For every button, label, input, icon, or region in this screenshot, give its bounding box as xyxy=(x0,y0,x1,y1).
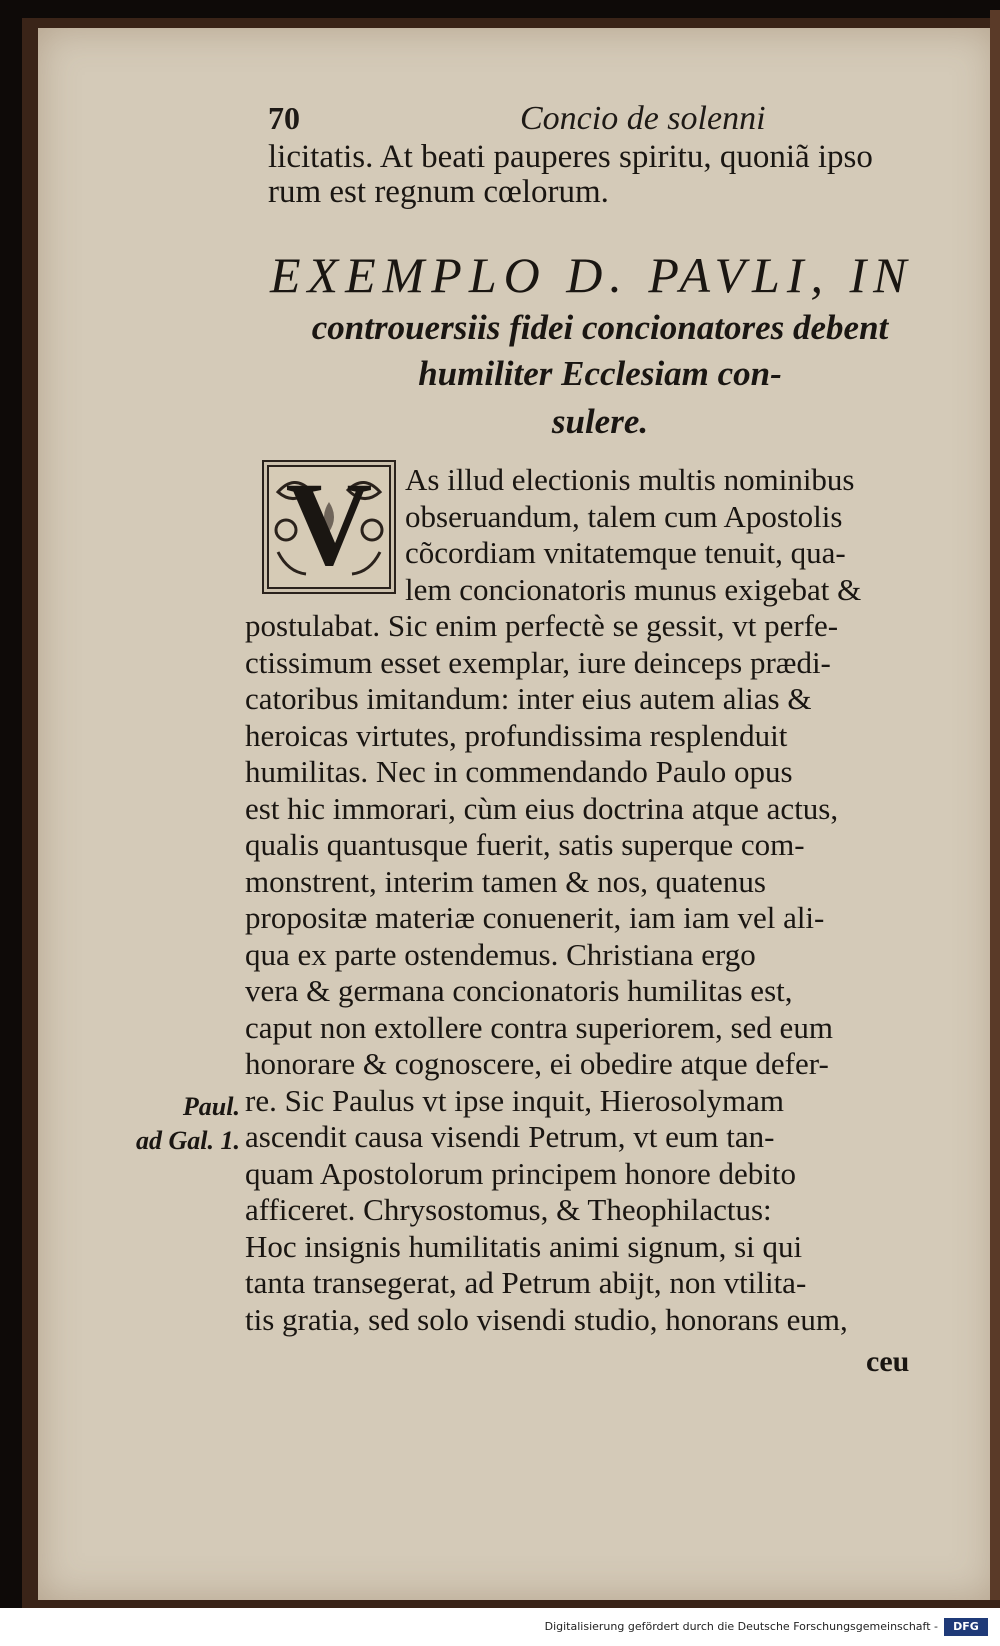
footer-credit: Digitalisierung gefördert durch die Deutsche Forschungsgemeinschaft - xyxy=(544,1620,938,1633)
intro-text xyxy=(268,140,968,210)
text-line: Hoc insignis humilitatis animi signum, si qui xyxy=(245,1228,803,1264)
text-line: cõcordiam vnitatemque tenuit, qua- xyxy=(405,535,846,570)
text-line: humilitas. Nec in commendando Paulo opus xyxy=(245,754,793,789)
heading-line: humiliter Ecclesiam con- xyxy=(418,354,782,393)
text-line: ctissimum esset exemplar, iure deinceps prædi- xyxy=(245,644,831,680)
text-line: caput non extollere contra superiorem, sed eum xyxy=(245,1009,833,1045)
heading-caps-line: EXEMPLO D. PAVLI, IN xyxy=(270,247,914,303)
page-right-edge xyxy=(990,10,1000,1600)
marginal-note xyxy=(100,1090,240,1158)
text-line: lem concionatoris munus exigebat & xyxy=(405,571,862,607)
text-line: afficeret. Chrysostomus, & Theophilactus: xyxy=(245,1192,772,1227)
body-text xyxy=(245,608,965,1338)
heading-line: controuersiis fidei concionatores debent xyxy=(311,308,889,347)
text-line: postulabat. Sic enim perfectè se gessit, vt perfe- xyxy=(245,608,839,643)
catchword: ceu xyxy=(866,1345,910,1378)
running-head: Concio de solenni xyxy=(520,100,766,137)
text-line: vera & germana concionatoris humilitas est, xyxy=(245,973,793,1008)
section-heading xyxy=(240,245,960,447)
text-line: qua ex parte ostendemus. Christiana ergo xyxy=(245,936,756,972)
text-line: qualis quantusque fuerit, satis superque com- xyxy=(245,827,805,862)
text-line: propositæ materiæ conuenerit, iam iam vel ali- xyxy=(245,900,825,935)
text-line: ascendit causa visendi Petrum, vt eum tan- xyxy=(245,1119,775,1154)
text-line: est hic immorari, cùm eius doctrina atque actus, xyxy=(245,790,839,826)
text-line: As illud electionis multis nominibus xyxy=(405,462,855,497)
text-line: re. Sic Paulus vt ipse inquit, Hierosolymam xyxy=(245,1082,785,1118)
initial-letter: V xyxy=(285,457,373,590)
text-line: catoribus imitandum: inter eius autem alias & xyxy=(245,681,812,716)
text-line: tanta transegerat, ad Petrum abijt, non vtilita- xyxy=(245,1265,807,1300)
text-line: tis gratia, sed solo visendi studio, honorans eum, xyxy=(245,1301,848,1337)
text-line: monstrent, interim tamen & nos, quatenus xyxy=(245,863,766,899)
ornamental-initial xyxy=(262,457,396,594)
text-line: obseruandum, talem cum Apostolis xyxy=(405,498,843,534)
heading-last-line: sulere. xyxy=(551,402,649,441)
marginal-note-line: Paul. xyxy=(182,1092,240,1121)
dfg-logo: DFG xyxy=(944,1618,988,1636)
text-line: quam Apostolorum principem honore debito xyxy=(245,1155,797,1191)
text-line: licitatis. At beati pauperes spiritu, quoniã ipso xyxy=(268,139,873,175)
footer-bar xyxy=(0,1608,1000,1646)
text-line: honorare & cognoscere, ei obedire atque defer- xyxy=(245,1046,829,1081)
page-number: 70 xyxy=(268,100,300,136)
body-text-first xyxy=(405,462,965,608)
text-line: heroicas virtutes, profundissima resplenduit xyxy=(245,717,788,753)
marginal-note-line: ad Gal. 1. xyxy=(136,1126,240,1155)
text-line: rum est regnum cœlorum. xyxy=(268,174,609,210)
heading-last-line-wrap xyxy=(240,397,960,447)
